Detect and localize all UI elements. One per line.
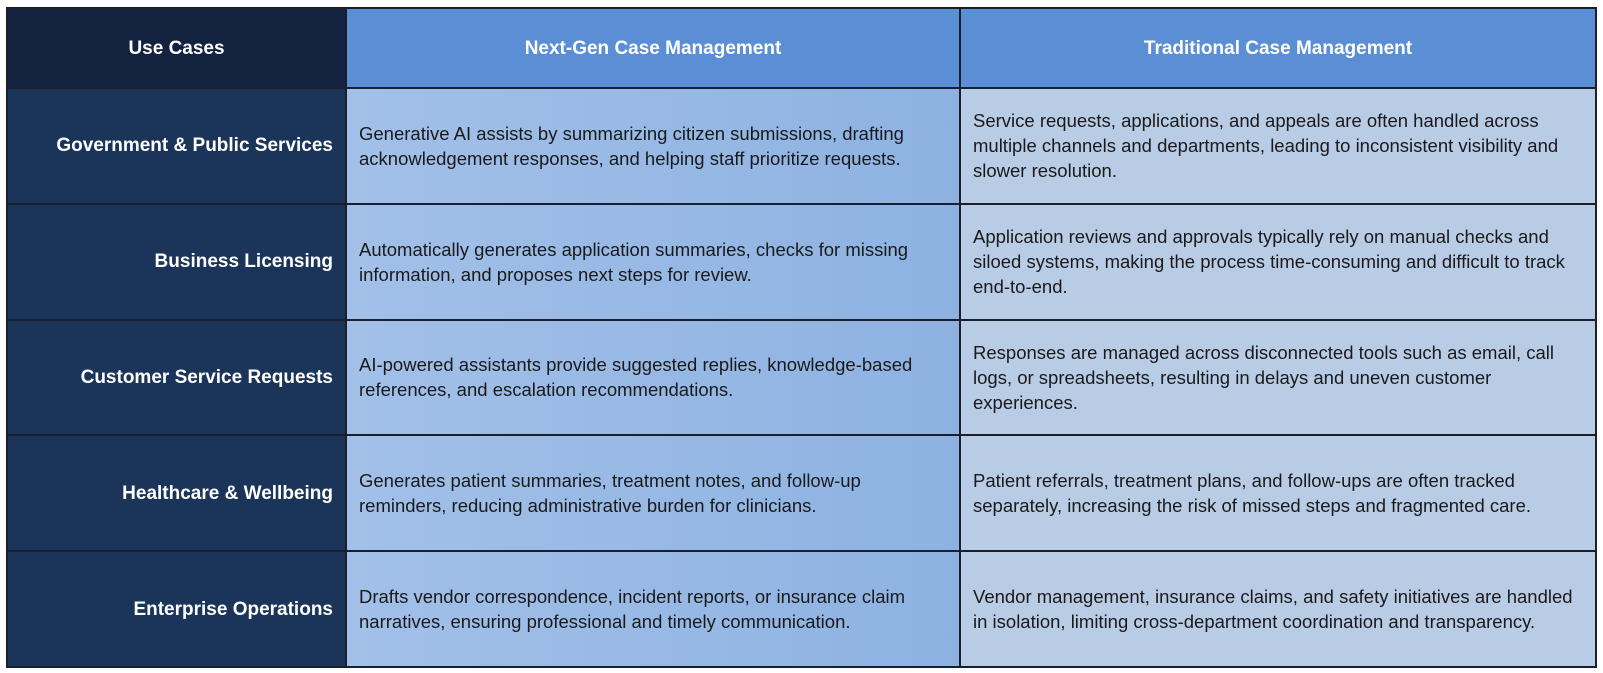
header-next-gen: Next-Gen Case Management bbox=[347, 9, 959, 87]
row-2-use-case: Business Licensing bbox=[8, 205, 345, 319]
row-5-next-gen: Drafts vendor correspondence, incident reports, or insurance claim narratives, ensuring professional and timely communication. bbox=[347, 552, 959, 666]
row-5-use-case: Enterprise Operations bbox=[8, 552, 345, 666]
row-2-traditional: Application reviews and approvals typically rely on manual checks and siloed systems, making the process time-consuming and difficult to track end-to-end. bbox=[961, 205, 1595, 319]
row-2-next-gen: Automatically generates application summaries, checks for missing information, and proposes next steps for review. bbox=[347, 205, 959, 319]
row-4-next-gen: Generates patient summaries, treatment notes, and follow-up reminders, reducing administrative burden for clinicians. bbox=[347, 436, 959, 550]
row-4-traditional: Patient referrals, treatment plans, and follow-ups are often tracked separately, increasing the risk of missed steps and fragmented care. bbox=[961, 436, 1595, 550]
comparison-table bbox=[6, 7, 1597, 668]
row-1-next-gen: Generative AI assists by summarizing citizen submissions, drafting acknowledgement responses, and helping staff prioritize requests. bbox=[347, 89, 959, 203]
row-5-traditional: Vendor management, insurance claims, and safety initiatives are handled in isolation, limiting cross-department coordination and transparency. bbox=[961, 552, 1595, 666]
row-1-traditional: Service requests, applications, and appeals are often handled across multiple channels and departments, leading to inconsistent visibility and slower resolution. bbox=[961, 89, 1595, 203]
header-use-cases: Use Cases bbox=[8, 9, 345, 87]
row-4-use-case: Healthcare & Wellbeing bbox=[8, 436, 345, 550]
row-1-use-case: Government & Public Services bbox=[8, 89, 345, 203]
row-3-next-gen: AI-powered assistants provide suggested replies, knowledge-based references, and escalation recommendations. bbox=[347, 321, 959, 435]
row-3-traditional: Responses are managed across disconnected tools such as email, call logs, or spreadsheets, resulting in delays and uneven customer experiences. bbox=[961, 321, 1595, 435]
row-3-use-case: Customer Service Requests bbox=[8, 321, 345, 435]
header-traditional: Traditional Case Management bbox=[961, 9, 1595, 87]
